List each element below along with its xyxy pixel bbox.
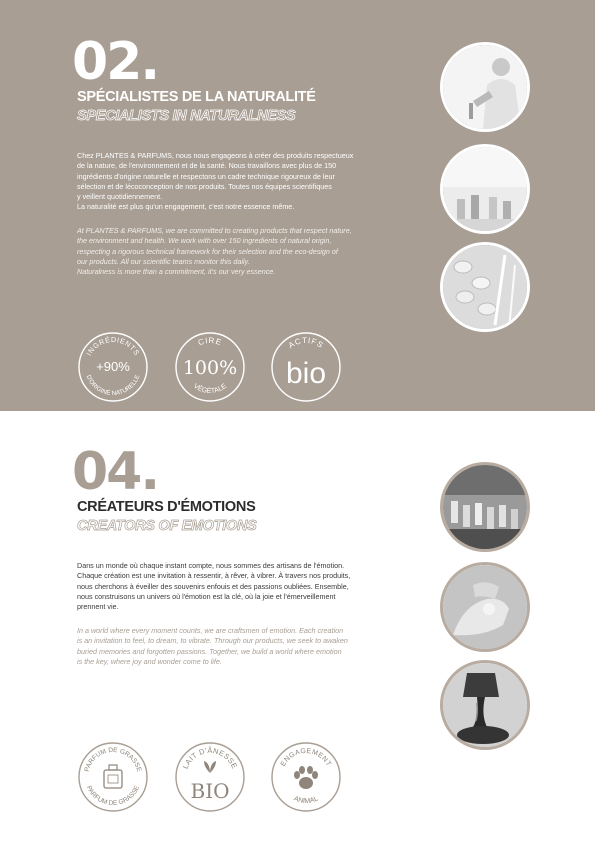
- paragraph-line: respecting a rigorous technical framework for their selection and the eco-design of: [77, 246, 338, 256]
- svg-text:D'ORIGINE NATURELLE: [85, 374, 142, 397]
- badge-animal-commitment: [270, 741, 342, 813]
- badge-value: BIO: [190, 779, 230, 803]
- badge-arc-bottom: PARFUM DE GRASSE: [84, 784, 142, 808]
- paragraph-line: sélection et de lécoconception de nos produits. Toutes nos équipes scientifiques: [77, 181, 332, 191]
- leaf-icon: [204, 761, 216, 773]
- section-title-en: SPECIALISTS IN NATURALNESS: [77, 108, 296, 124]
- paragraph-line: is an invitation to feel, to dream, to vibrate. Through our products, we seek to awaken: [77, 636, 348, 646]
- badge-organic-donkey-milk: [174, 741, 246, 813]
- badge-arc-top: ENGAGEMENT: [279, 747, 333, 768]
- paragraph-line: our products. All our scientific teams monitor this daily.: [77, 256, 250, 266]
- gloved-hands-photo: [440, 562, 530, 652]
- paragraph-line: buried memories and forgotten passions. Together, we build a world where emotion: [77, 646, 342, 656]
- badge-natural-ingredients: [77, 331, 149, 403]
- badge-arc-bottom: D'ORIGINE NATURELLE: [84, 374, 142, 398]
- section-number: 04.: [72, 442, 159, 502]
- test-tubes-photo: [440, 144, 530, 234]
- badge-vegetable-wax: [174, 331, 246, 403]
- badge-arc-top: PARFUM DE GRASSE: [83, 746, 143, 773]
- perfume-bottle-icon: [104, 765, 122, 788]
- paragraph-line: ingrédients d'origine naturelle et respectons un cadre technique rigoureux de leur: [77, 171, 335, 181]
- badge-value: 100%: [182, 357, 238, 379]
- badge-arc-top: INGRÉDIENTS: [84, 334, 142, 358]
- badge-arc-bottom: ANIMAL: [292, 795, 320, 806]
- paragraph-en: [77, 626, 407, 667]
- paragraph-line: Chaque création est une invitation à ressentir, à rêver, à vibrer. À travers nos produits,: [77, 571, 351, 581]
- svg-text:VÉGÉTALE: [192, 383, 228, 395]
- badge-organic-actives: [270, 331, 342, 403]
- svg-text:ENGAGEMENT: [280, 748, 332, 768]
- paragraph-line: y veillent quotidiennement.: [77, 192, 163, 202]
- badge-arc-top: LAIT D'ÂNESSE: [180, 745, 240, 771]
- section-title-en: CREATORS OF EMOTIONS: [77, 518, 257, 534]
- paragraph-line: is the key, where joy and wonder come to life.: [77, 656, 222, 666]
- svg-text:ANIMAL: [293, 795, 320, 805]
- paragraph-line: La naturalité est plus qu'un engagement, c'est notre essence même.: [77, 202, 295, 212]
- paragraph-line: Naturalness is more than a commitment, it's our very essence.: [77, 267, 276, 277]
- paw-icon: [294, 766, 318, 789]
- badge-grasse-perfume: [77, 741, 149, 813]
- paragraph-line: At PLANTES & PARFUMS, we are committed to creating products that respect nature,: [77, 226, 352, 235]
- svg-text:INGRÉDIENTS: [84, 335, 141, 357]
- section-number: 02.: [72, 32, 159, 92]
- paragraph-fr: [77, 151, 407, 213]
- paragraph-line: de la nature, de l'environnement et de la santé. Nous travaillons avec plus de 150: [77, 161, 337, 171]
- paragraph-en: [77, 226, 407, 277]
- badge-value: bio: [285, 357, 327, 390]
- paragraph-fr: [77, 561, 407, 612]
- lab-scientist-photo: [440, 42, 530, 132]
- svg-text:CIRE: [197, 336, 223, 347]
- section-title-fr: SPÉCIALISTES DE LA NATURALITÉ: [77, 89, 316, 105]
- paragraph-line: the environment and health. We work with over 150 ingredients of natural origin,: [77, 236, 332, 246]
- pouring-liquid-photo: [440, 660, 530, 750]
- paragraph-line: Chez PLANTES & PARFUMS, nous nous engageons à créer des produits respectueux: [77, 151, 354, 160]
- paragraph-line: Dans un monde où chaque instant compte, nous sommes des artisans de l'émotion.: [77, 561, 345, 570]
- badge-arc-top: CIRE: [196, 335, 224, 348]
- bottle-line-photo: [440, 462, 530, 552]
- capsules-photo: [440, 242, 530, 332]
- section-title-fr: CRÉATEURS D'ÉMOTIONS: [77, 499, 256, 515]
- svg-text:ACTIFS: [287, 336, 325, 350]
- paragraph-line: nous construisons un univers où l'émotion est la clé, où la joie et l'émerveillement: [77, 591, 336, 601]
- badge-value: +90%: [96, 359, 130, 374]
- paragraph-line: nous cherchons à éveiller des souvenirs enfouis et des passions oubliées. Ensemble,: [77, 581, 349, 591]
- paragraph-line: prennent vie.: [77, 602, 119, 612]
- badge-arc-top: ACTIFS: [286, 335, 326, 351]
- badge-arc-bottom: VÉGÉTALE: [191, 382, 229, 396]
- paragraph-line: In a world where every moment counts, we are craftsmen of emotion. Each creation: [77, 626, 344, 635]
